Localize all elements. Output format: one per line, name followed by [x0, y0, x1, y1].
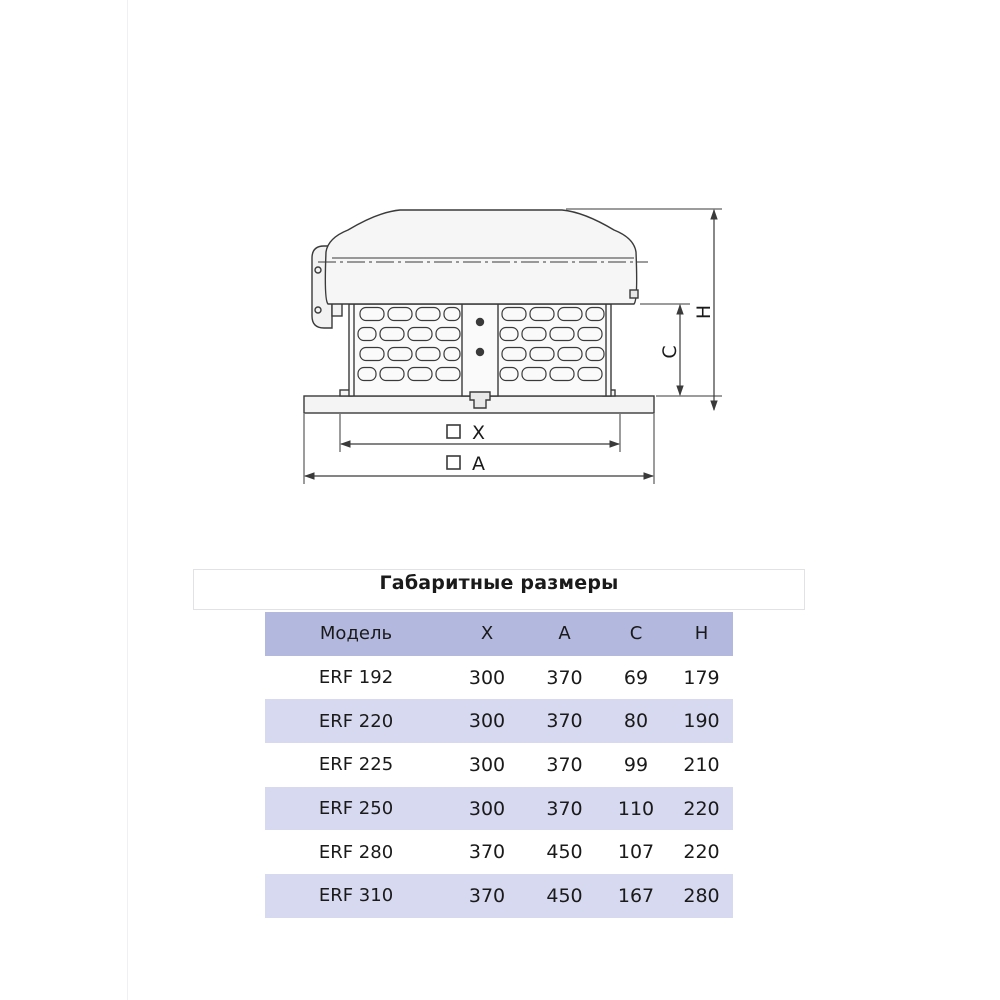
hood — [325, 210, 636, 304]
cell-x: 370 — [447, 874, 527, 918]
table-row — [265, 830, 733, 874]
header-x: X — [447, 612, 527, 656]
cell-x: 300 — [468, 753, 506, 776]
cell-model: ERF 220 — [265, 699, 447, 743]
cell-c: 69 — [623, 666, 649, 689]
cell-h: 280 — [670, 874, 733, 918]
a-dimension-label: A — [472, 453, 485, 475]
cell-model: ERF 250 — [265, 787, 447, 831]
header-c: C — [602, 612, 670, 656]
fan-body — [304, 210, 654, 413]
table-title: Габаритные размеры — [379, 572, 619, 594]
table-header-row — [265, 612, 733, 656]
table-row — [265, 787, 733, 831]
cell-h: 179 — [683, 666, 720, 689]
table-row — [265, 874, 733, 918]
cell-c: 80 — [602, 699, 670, 743]
cell-x: 300 — [468, 666, 506, 689]
table-row — [265, 656, 733, 700]
cell-model: ERF 192 — [318, 667, 394, 689]
cell-a: 450 — [527, 874, 602, 918]
square-symbol-x — [447, 425, 460, 438]
cell-a: 450 — [546, 841, 583, 864]
cell-c: 99 — [623, 753, 649, 776]
cell-model: ERF 310 — [265, 874, 447, 918]
cell-x: 300 — [447, 699, 527, 743]
cell-a: 370 — [527, 699, 602, 743]
square-symbol-a — [447, 456, 460, 469]
cell-c: 110 — [602, 787, 670, 831]
x-dimension-label: X — [472, 422, 486, 444]
cell-a: 370 — [546, 666, 583, 689]
table-title-box — [193, 569, 805, 610]
table-row — [265, 699, 733, 743]
cell-h: 220 — [670, 787, 733, 831]
header-a: A — [527, 612, 602, 656]
cell-h: 210 — [683, 753, 720, 776]
cell-c: 107 — [617, 841, 655, 864]
cell-model: ERF 280 — [318, 841, 394, 863]
header-model: Модель — [265, 612, 447, 656]
cell-a: 370 — [527, 787, 602, 831]
table-row — [265, 743, 733, 787]
c-dimension-label: C — [659, 345, 681, 359]
cell-model: ERF 225 — [318, 754, 394, 776]
cell-c: 167 — [602, 874, 670, 918]
cell-x: 300 — [447, 787, 527, 831]
header-h: H — [670, 612, 733, 656]
cell-h: 190 — [670, 699, 733, 743]
h-dimension-label: H — [693, 304, 715, 320]
dimensions-table — [265, 612, 733, 918]
cell-h: 220 — [683, 841, 720, 864]
cell-a: 370 — [546, 753, 583, 776]
cell-x: 370 — [468, 841, 506, 864]
